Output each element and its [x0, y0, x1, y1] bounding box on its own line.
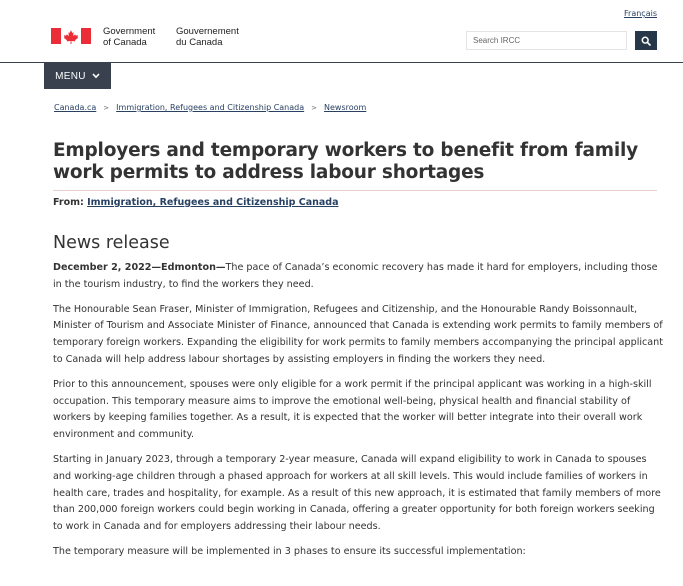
breadcrumb: [54, 103, 366, 112]
from-department-link[interactable]: Immigration, Refugees and Citizenship Canada: [87, 197, 339, 208]
breadcrumb-separator-icon: >: [311, 103, 318, 112]
language-toggle-link[interactable]: Français: [624, 9, 657, 18]
site-header: [0, 0, 683, 64]
search-button[interactable]: [635, 31, 657, 50]
paragraph-1: December 2, 2022—Edmonton—The pace of Canada’s economic recovery has made it hard for employers, including those in the tourism industry, to find the workers they need.: [53, 262, 658, 290]
paragraph-5: The temporary measure will be implemented in 3 phases to ensure its successful implementation:: [53, 545, 526, 557]
breadcrumb-separator-icon: >: [103, 103, 110, 112]
section-heading: News release: [53, 233, 170, 253]
main-menu-button[interactable]: [44, 63, 111, 89]
paragraph-2: The Honourable Sean Fraser, Minister of Immigration, Refugees and Citizenship, and the Honourable Randy Boissonnault, Minister of Tourism and Associate Minister of Finance, announced that Canada is extending work permits to family members of temporary foreign workers. Expanding the eligibility for work permits to family members accompanying the principal applicant to Canada will help address labour shortages by assisting employers in finding the workers they need.: [53, 303, 664, 365]
signature-english: Government of Canada: [103, 26, 156, 48]
dateline: December 2, 2022—Edmonton—: [53, 262, 226, 273]
page-title: Employers and temporary workers to benefit from family work permits to address labour shortages: [53, 140, 638, 183]
breadcrumb-newsroom[interactable]: Newsroom: [324, 103, 367, 112]
menu-label: MENU: [55, 70, 86, 82]
from-label: From:: [53, 197, 84, 208]
paragraph-4: Starting in January 2023, through a temporary 2-year measure, Canada will expand eligibility to work in Canada to spouses and working-age children through a phased approach for workers at all skill levels. This would include families of workers in health care, trades and hospitality, for example. As a result of this new approach, it is estimated that family members of more than 200,000 foreign workers could begin working in Canada, offering a greater opportunity for both foreign workers seeking to work in Canada and for employers addressing their labour needs.: [53, 453, 661, 533]
article-body: [53, 260, 665, 569]
breadcrumb-canada-ca[interactable]: Canada.ca: [54, 103, 97, 112]
search-form: [466, 31, 657, 50]
canada-flag-icon[interactable]: [51, 28, 91, 44]
search-icon: [641, 36, 651, 46]
breadcrumb-ircc[interactable]: Immigration, Refugees and Citizenship Canada: [116, 103, 305, 112]
paragraph-3: Prior to this announcement, spouses were only eligible for a work permit if the principal applicant was working in a high-skill occupation. This temporary measure aims to improve the emotional well-being, physical health and financial stability of workers by keeping families together. As a result, it is expected that the worker will better integrate into their overall work environment and community.: [53, 378, 652, 441]
title-underline: [53, 190, 657, 191]
signature-french: Gouvernement du Canada: [176, 26, 239, 48]
search-input[interactable]: [466, 31, 627, 50]
chevron-down-icon: [92, 73, 100, 79]
from-line: [53, 197, 339, 208]
